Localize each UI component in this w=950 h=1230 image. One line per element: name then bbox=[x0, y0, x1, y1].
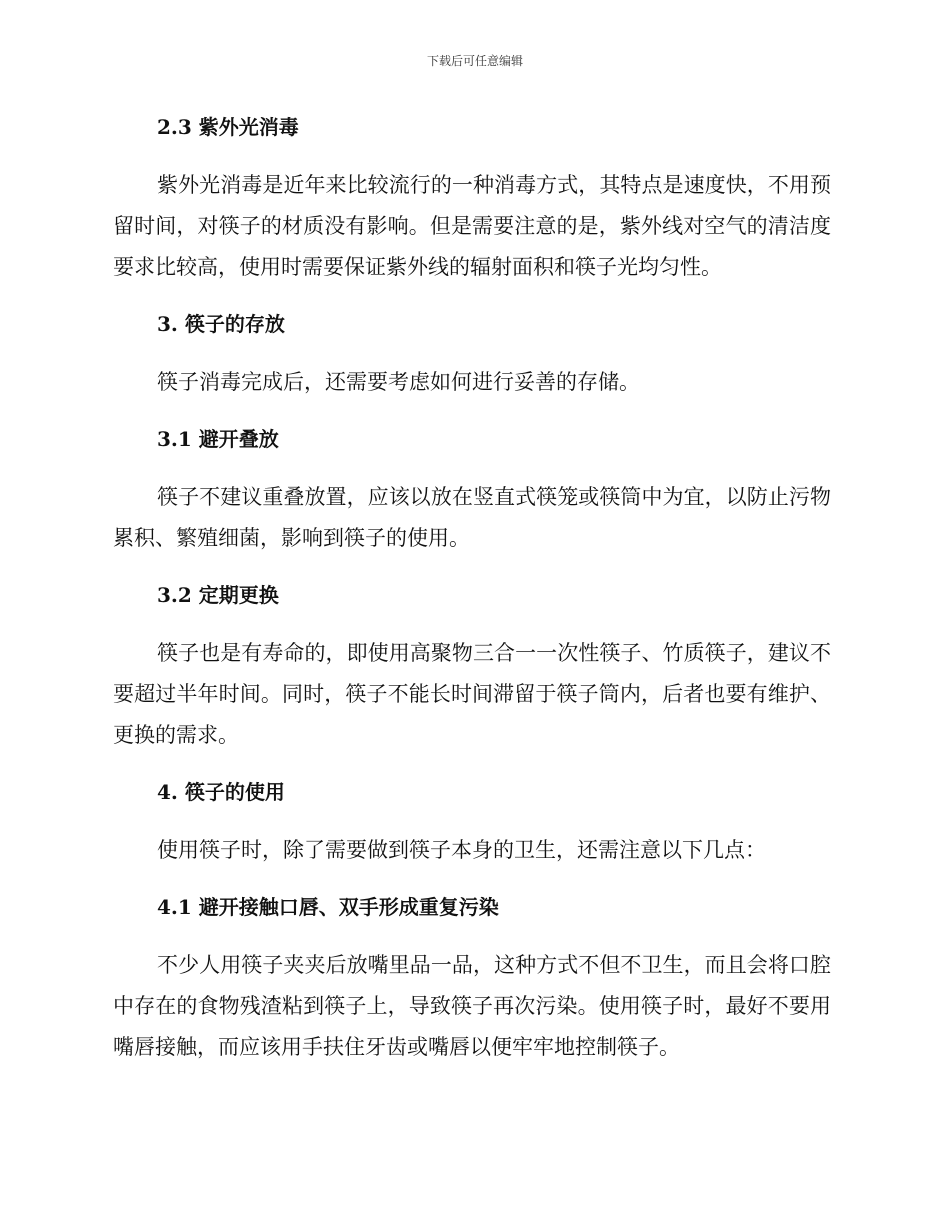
section-heading-3: 3. 筷子的存放 bbox=[157, 312, 285, 336]
page-header: 下载后可任意编辑 bbox=[426, 54, 523, 68]
section-heading-4-1: 4.1 避开接触口唇、双手形成重复污染 bbox=[157, 895, 499, 919]
section-paragraph-3-2: 筷子也是有寿命的，即使用高聚物三合一一次性筷子、竹质筷子，建议不要超过半年时间。同时，筷子不能长时间滞留于筷子筒内，后者也要有维护、更换的需求。 bbox=[113, 641, 831, 747]
section-heading-4: 4. 筷子的使用 bbox=[157, 780, 285, 804]
section-paragraph-4-1: 不少人用筷子夹夹后放嘴里品一品，这种方式不但不卫生，而且会将口腔中存在的食物残渣粘到筷子上，导致筷子再次污染。使用筷子时，最好不要用嘴唇接触，而应该用手扶住牙齿或嘴唇以便牢牢地控制筷子。 bbox=[113, 953, 831, 1059]
section-heading-2-3: 2.3 紫外光消毒 bbox=[157, 115, 299, 139]
document-body bbox=[113, 112, 831, 1068]
section-heading-3-2: 3.2 定期更换 bbox=[157, 583, 279, 607]
section-paragraph-4: 使用筷子时，除了需要做到筷子本身的卫生，还需注意以下几点： bbox=[157, 838, 766, 862]
section-paragraph-3: 筷子消毒完成后，还需要考虑如何进行妥善的存储。 bbox=[157, 370, 640, 394]
section-heading-3-1: 3.1 避开叠放 bbox=[157, 427, 279, 451]
section-paragraph-2-3: 紫外光消毒是近年来比较流行的一种消毒方式，其特点是速度快，不用预留时间，对筷子的材质没有影响。但是需要注意的是，紫外线对空气的清洁度要求比较高，使用时需要保证紫外线的辐射面积和筷子光均匀性。 bbox=[113, 173, 831, 279]
section-paragraph-3-1: 筷子不建议重叠放置，应该以放在竖直式筷笼或筷筒中为宜，以防止污物累积、繁殖细菌，影响到筷子的使用。 bbox=[113, 485, 831, 550]
